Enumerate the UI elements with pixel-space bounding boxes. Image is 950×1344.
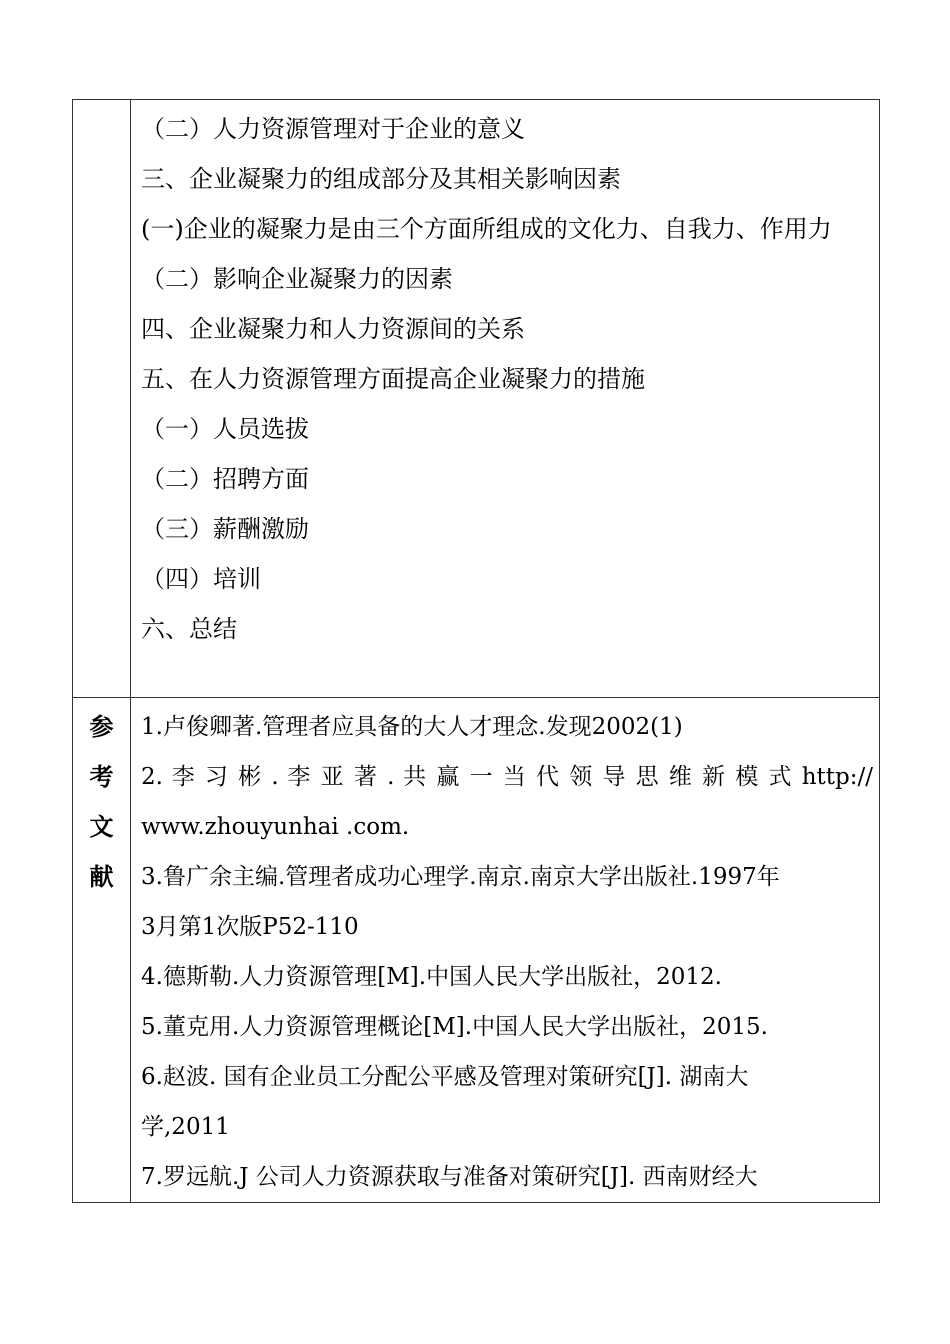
- references-label-cell: [73, 698, 131, 1203]
- reference-line: 4.德斯勒.人力资源管理[M].中国人民大学出版社，2012.: [141, 964, 722, 990]
- reference-line: 1.卢俊卿著.管理者应具备的大人才理念.发现2002(1): [141, 714, 683, 740]
- proposal-table: [72, 99, 880, 1203]
- outline-item: （四）培训: [141, 565, 261, 593]
- references-row: [73, 698, 880, 1203]
- outline-row: [73, 100, 880, 698]
- outline-item: （二）人力资源管理对于企业的意义: [141, 115, 525, 143]
- outline-label-cell: [73, 100, 131, 698]
- reference-line: www.zhouyunhai .com.: [141, 814, 410, 840]
- reference-line: 学,2011: [141, 1114, 230, 1140]
- reference-line: 6.赵波. 国有企业员工分配公平感及管理对策研究[J]. 湖南大: [141, 1064, 749, 1090]
- references-label-char: 参: [89, 713, 114, 741]
- reference-line: 3.鲁广余主编.管理者成功心理学.南京.南京大学出版社.1997年: [141, 864, 780, 890]
- outline-item: （一）人员选拔: [141, 415, 309, 443]
- outline-item: （三）薪酬激励: [141, 515, 309, 543]
- outline-content-cell: [131, 100, 880, 698]
- references-content-cell: [131, 698, 880, 1203]
- outline-item: 四、企业凝聚力和人力资源间的关系: [141, 315, 525, 343]
- references-label-char: 文: [89, 813, 114, 841]
- reference-line: 5.董克用.人力资源管理概论[M].中国人民大学出版社，2015.: [141, 1014, 768, 1040]
- outline-item: (一)企业的凝聚力是由三个方面所组成的文化力、自我力、作用力: [141, 215, 832, 243]
- references-label-char: 献: [89, 863, 114, 891]
- outline-item: 六、总结: [141, 615, 237, 643]
- reference-line: 3月第1次版P52-110: [141, 914, 359, 940]
- reference-line: 2. 李 习 彬 . 李 亚 著 . 共 赢 一 当 代 领 导 思 维 新 模 式 http://: [141, 764, 873, 790]
- reference-line: 7.罗远航.J 公司人力资源获取与准备对策研究[J]. 西南财经大: [141, 1164, 758, 1190]
- outline-item: （二）招聘方面: [141, 465, 309, 493]
- outline-item: 三、企业凝聚力的组成部分及其相关影响因素: [141, 165, 621, 193]
- outline-item: （二）影响企业凝聚力的因素: [141, 265, 453, 293]
- outline-item: 五、在人力资源管理方面提高企业凝聚力的措施: [141, 365, 645, 393]
- references-label-char: 考: [89, 763, 114, 791]
